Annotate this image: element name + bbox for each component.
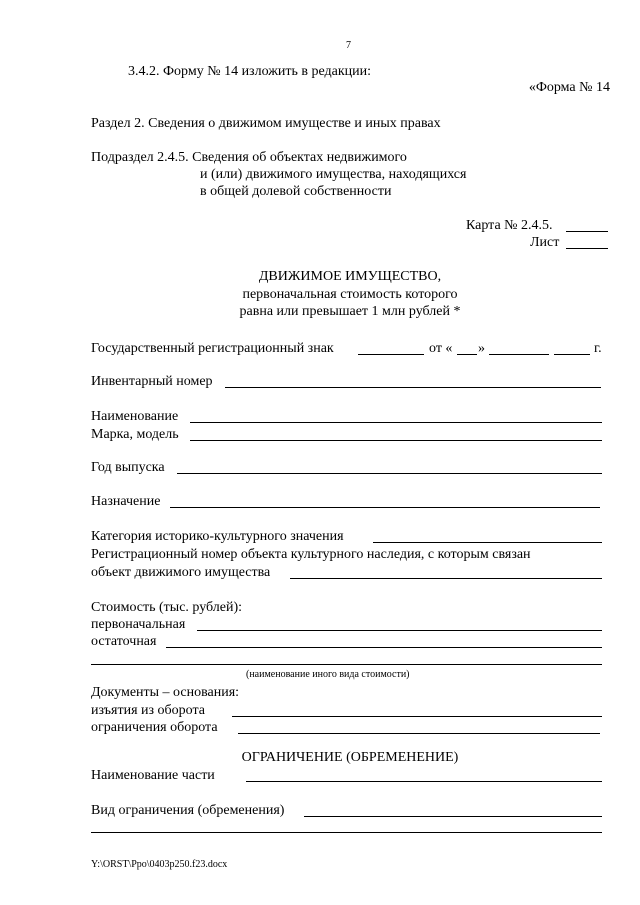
category-label: Категория историко-культурного значения [91, 529, 344, 544]
page-number: 7 [346, 40, 351, 51]
initial-cost-line [197, 630, 602, 631]
restriction-type-line [304, 816, 602, 817]
from-label: от « [429, 341, 453, 356]
part-name-line [246, 781, 602, 782]
footer-path: Y:\ORST\Ppo\0403p250.f23.docx [91, 859, 228, 870]
withdrawal-line [232, 716, 602, 717]
reg-sign-label: Государственный регистрационный знак [91, 341, 334, 356]
card-label: Карта № 2.4.5. [466, 218, 553, 233]
category-line [373, 542, 602, 543]
form-label: «Форма № 14 [528, 80, 610, 95]
subsection-line3: в общей долевой собственности [200, 184, 392, 199]
other-cost-caption: (наименование иного вида стоимости) [246, 669, 410, 680]
intro-text: 3.4.2. Форму № 14 изложить в редакции: [128, 64, 372, 79]
heading-title: ДВИЖИМОЕ ИМУЩЕСТВО, [258, 269, 442, 284]
cost-label: Стоимость (тыс. рублей): [91, 600, 243, 615]
brand-line [190, 440, 602, 441]
heading-sub1: первоначальная стоимость которого [242, 287, 458, 302]
inventory-label: Инвентарный номер [91, 374, 213, 389]
initial-cost-label: первоначальная [91, 617, 186, 632]
subsection-line1: Подраздел 2.4.5. Сведения об объектах недвижимого [91, 150, 407, 165]
day-line [457, 354, 477, 355]
restriction-title: ОГРАНИЧЕНИЕ (ОБРЕМЕНЕНИЕ) [241, 750, 459, 765]
withdrawal-label: изъятия из оборота [91, 703, 205, 718]
year-line [554, 354, 590, 355]
part-name-label: Наименование части [91, 768, 215, 783]
other-cost-line [91, 664, 602, 665]
purpose-line [170, 507, 600, 508]
reg-number-line1: Регистрационный номер объекта культурного наследия, с которым связан [91, 547, 531, 562]
reg-sign-line [358, 354, 424, 355]
purpose-label: Назначение [91, 494, 161, 509]
heading-sub2: равна или превышает 1 млн рублей * [239, 304, 461, 319]
name-line [190, 422, 602, 423]
quote-close: » [478, 341, 485, 356]
subsection-line2: и (или) движимого имущества, находящихся [200, 167, 467, 182]
card-number-line [566, 231, 608, 232]
month-line [489, 354, 549, 355]
restriction-type-label: Вид ограничения (обременения) [91, 803, 285, 818]
year-label: Год выпуска [91, 460, 165, 475]
restriction-extra-line [91, 832, 602, 833]
restriction-turnover-line [238, 733, 600, 734]
reg-number-line2: объект движимого имущества [91, 565, 271, 580]
name-label: Наименование [91, 409, 179, 424]
restriction-turnover-label: ограничения оборота [91, 720, 218, 735]
reg-number-value-line [290, 578, 602, 579]
residual-cost-label: остаточная [91, 634, 157, 649]
documents-label: Документы – основания: [91, 685, 240, 700]
inventory-line [225, 387, 601, 388]
sheet-number-line [566, 248, 608, 249]
brand-label: Марка, модель [91, 427, 179, 442]
sheet-label: Лист [530, 235, 560, 250]
section-title: Раздел 2. Сведения о движимом имуществе и иных правах [91, 116, 441, 131]
year-suffix: г. [594, 341, 602, 356]
year-issue-line [177, 473, 602, 474]
residual-cost-line [166, 647, 602, 648]
